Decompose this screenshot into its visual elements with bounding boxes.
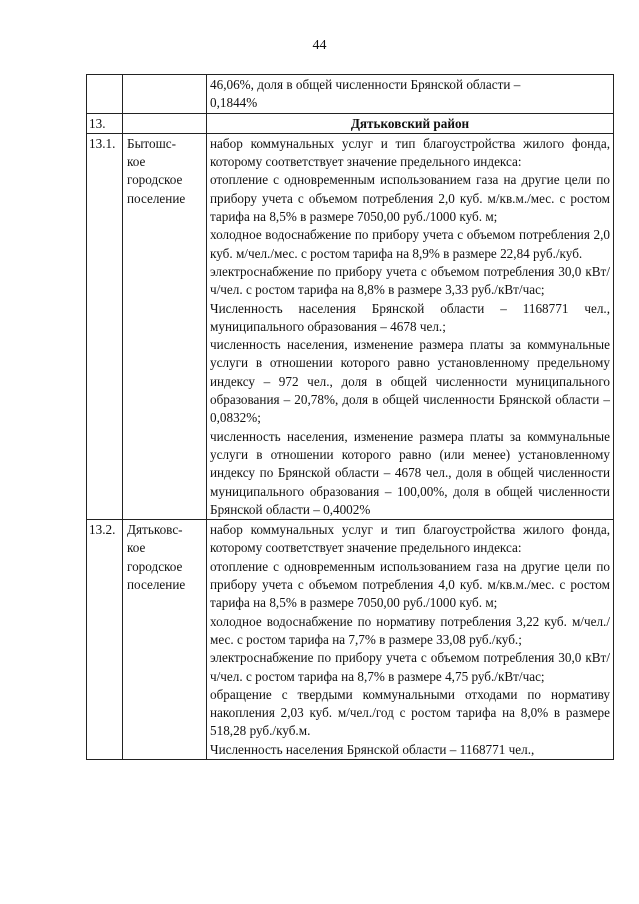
continuation-line: 0,1844%: [210, 95, 258, 111]
settlement-name-line: поселение: [127, 190, 186, 206]
settlement-number: 13.2.: [87, 520, 123, 760]
settlement-description: [207, 520, 614, 760]
district-row: [87, 113, 614, 133]
cold-water-paragraph: холодное водоснабжение по нормативу потребления 3,22 куб. м/чел./мес. с ростом тарифа на 7,7% в размере 33,08 руб./куб.;: [210, 613, 610, 647]
settlement-row-13-1: [87, 133, 614, 519]
settlement-name-line: кое: [127, 540, 146, 556]
settlement-name: [123, 520, 207, 760]
settlement-name-line: поселение: [127, 577, 186, 593]
settlement-name-line: Дятьковс-: [127, 522, 183, 538]
continuation-number-cell: [87, 75, 123, 114]
heating-paragraph: отопление с одновременным использованием газа на другие цели по прибору учета с объемом потребления 4,0 куб. м/кв.м./мес. с ростом тарифа на 8,5% в размере 7050,00 руб./1000 куб. м;: [210, 558, 610, 611]
continuation-name-cell: [123, 75, 207, 114]
settlement-name-line: Бытошс-: [127, 135, 177, 151]
district-empty-cell: [123, 113, 207, 133]
district-number: 13.: [87, 113, 123, 133]
settlement-number: 13.1.: [87, 133, 123, 519]
continuation-text-cell: [207, 75, 614, 114]
population-paragraph: Численность населения Брянской области – 1168771 чел.,: [210, 741, 535, 757]
cold-water-paragraph: холодное водоснабжение по прибору учета с объемом потребления 2,0 куб. м/чел./мес. с ростом тарифа на 8,9% в размере 22,84 руб./куб.: [210, 227, 610, 261]
electricity-paragraph: электроснабжение по прибору учета с объемом потребления 30,0 кВт/ч/чел. с ростом тарифа на 8,7% в размере 4,75 руб./кВт/час;: [210, 650, 610, 684]
settlement-name-line: городское: [127, 558, 183, 574]
district-title: Дятьковский район: [207, 113, 614, 133]
services-set-paragraph: набор коммунальных услуг и тип благоустройства жилого фонда, которому соответствует значение предельного индекса:: [210, 135, 610, 170]
settlement-name: [123, 133, 207, 519]
settlement-row-13-2: [87, 520, 614, 760]
settlement-description: [207, 133, 614, 519]
continuation-row: [87, 75, 614, 114]
electricity-paragraph: электроснабжение по прибору учета с объемом потребления 30,0 кВт/ч/чел. с ростом тарифа на 8,8% в размере 3,33 руб./кВт/час;: [210, 263, 610, 298]
page-number: 44: [312, 38, 327, 53]
services-set-paragraph: набор коммунальных услуг и тип благоустройства жилого фонда, которому соответствует значение предельного индекса:: [210, 522, 610, 556]
settlement-name-line: городское: [127, 172, 183, 188]
indices-table: [86, 74, 614, 760]
waste-paragraph: обращение с твердыми коммунальными отходами по нормативу накопления 2,03 куб. м/чел./год с ростом тарифа на 8,0% в размере 518,28 руб./куб.м.: [210, 686, 610, 739]
population-paragraph: Численность населения Брянской области – 1168771 чел., муниципального образования – 4678 чел.;: [210, 300, 610, 334]
continuation-line: 46,06%, доля в общей численности Брянской области –: [210, 77, 521, 92]
heating-paragraph: отопление с одновременным использованием газа на другие цели по прибору учета с объемом потребления 2,0 куб. м/кв.м./мес. с ростом тарифа на 8,5% в размере 7050,00 руб./1000 куб. м;: [210, 172, 610, 225]
population-at-index-paragraph: численность населения, изменение размера платы за коммунальные услуги в отношении которого равно установленному предельному индексу – 972 чел., доля в общей численности муниципального образования – 20,78%, доля в общей численности Брянской области – 0,0832%;: [210, 337, 610, 426]
population-below-index-paragraph: численность населения, изменение размера платы за коммунальные услуги в отношении которого равно (или менее) установленному индексу по Брянской области – 4678 чел., доля в общей численности муниципального образования – 100,00%, доля в общей численности Брянской области – 0,4002%: [210, 428, 610, 517]
settlement-name-line: кое: [127, 154, 146, 170]
